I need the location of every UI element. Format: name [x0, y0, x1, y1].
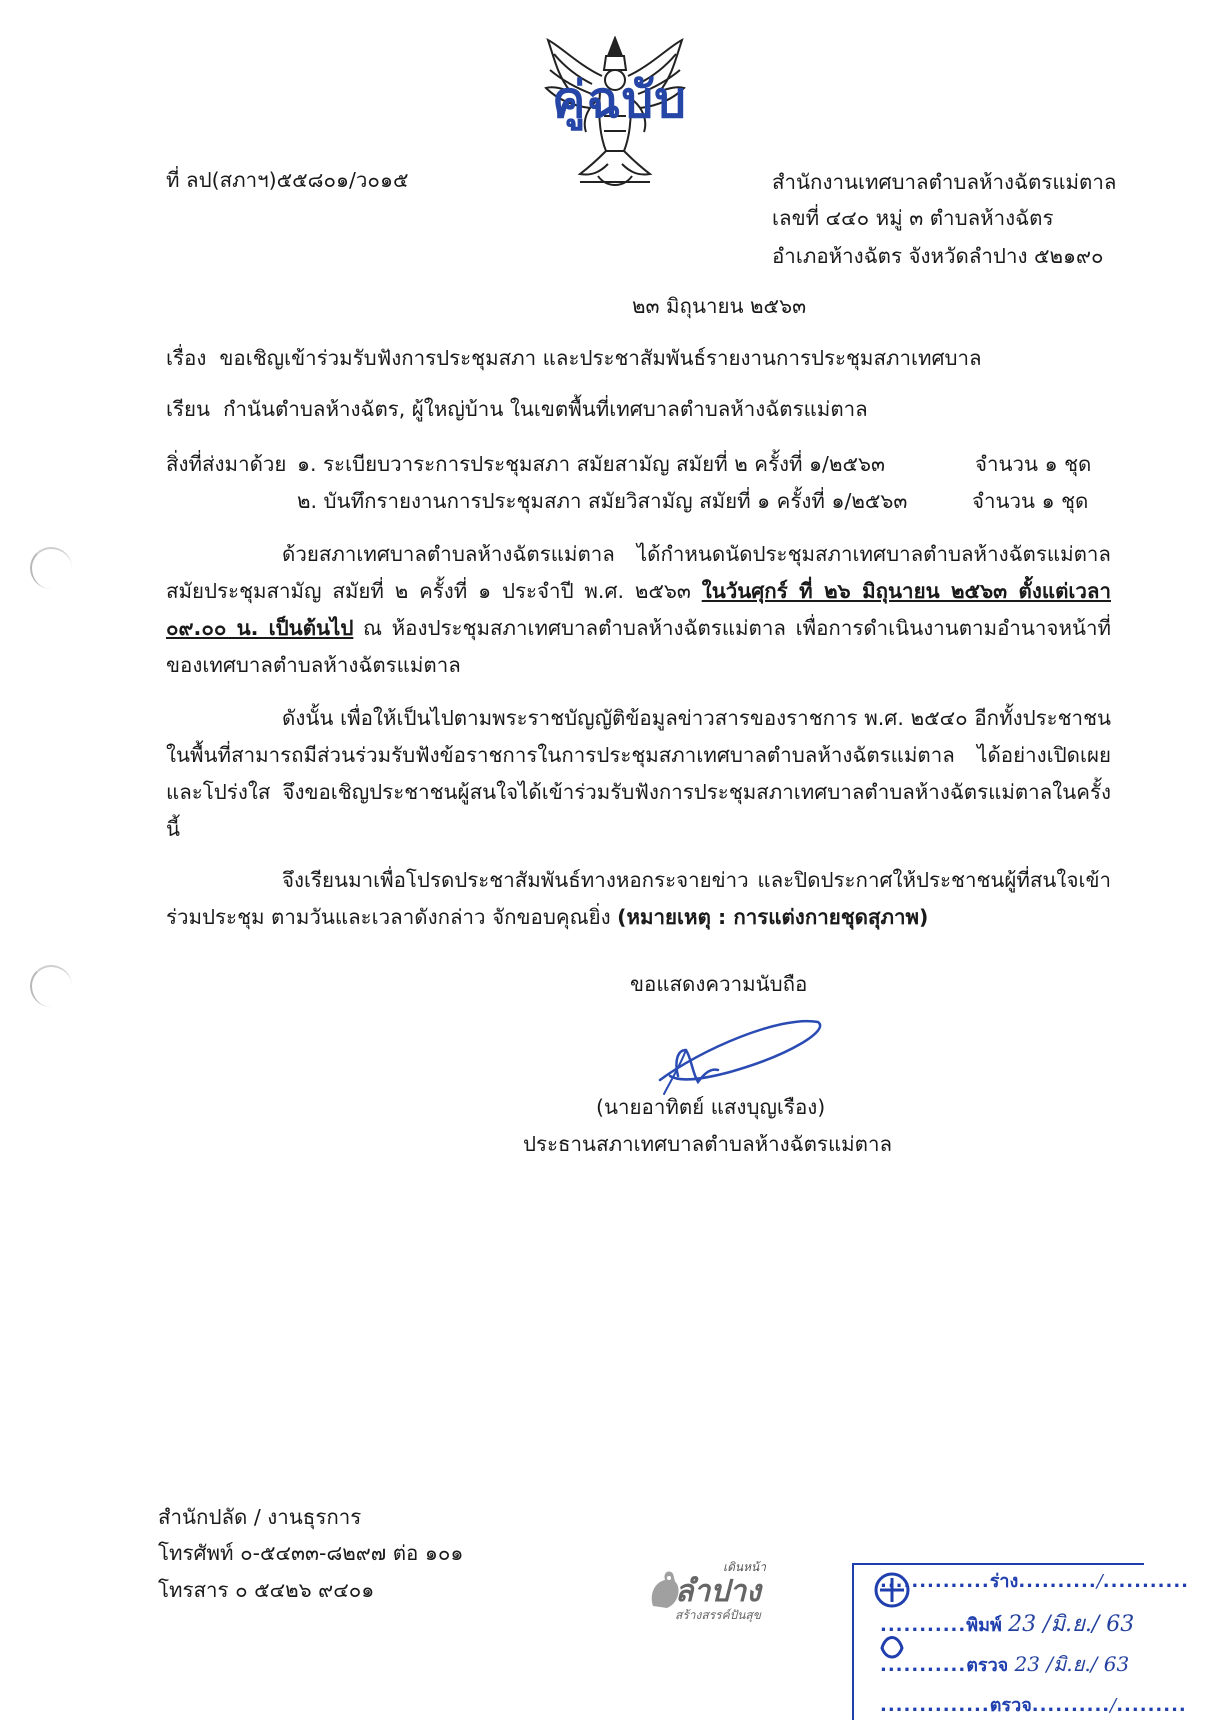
footer-department: สำนักปลัด / งานธุรการ	[158, 1505, 362, 1529]
punch-hole-top	[30, 547, 72, 589]
reference-number: ที่ ลป(สภาฯ)๕๕๘๐๑/ว๐๑๕	[166, 168, 409, 192]
footer-fax: โทรสาร ๐ ๕๔๒๖ ๙๔๐๑	[158, 1578, 375, 1602]
footer-phone: โทรศัพท์ ๐-๕๔๓๓-๘๒๙๗ ต่อ ๑๐๑	[158, 1541, 464, 1565]
p1-text-start: ด้วยสภาเทศบาลตำบลห้างฉัตรแม่ตาล ได้กำหนดนัดประชุมสภาเทศบาลตำบลห้างฉัตรแม่ตาล สมัยประชุมสามัญ สมัยที่ ๒ ครั้งที่ ๑ ประจำปี พ.ศ. ๒๕๖๓	[166, 542, 1111, 603]
logo-main-text: ลำปาง	[675, 1574, 761, 1609]
dress-code-note: (หมายเหตุ : การแต่งกายชุดสุภาพ)	[617, 905, 929, 929]
stamp-check2-label: ตรวจ	[989, 1695, 1032, 1716]
body-paragraph-1	[166, 536, 1111, 684]
body-paragraph-3	[166, 862, 1111, 936]
lampang-logo	[645, 1558, 790, 1623]
subject-text: ขอเชิญเข้าร่วมรับฟังการประชุมสภา และประชาสัมพันธ์รายงานการประชุมสภาเทศบาล	[219, 346, 982, 370]
signatory-name: (นายอาทิตย์ แสงบุญเรือง)	[596, 1095, 826, 1119]
recipient-text: กำนันตำบลห้างฉัตร, ผู้ใหญ่บ้าน ในเขตพื้นที่เทศบาลตำบลห้างฉัตรแม่ตาล	[223, 397, 868, 421]
logo-top-text: เดินหน้า	[723, 1560, 766, 1574]
body-paragraph-2: ดังนั้น เพื่อให้เป็นไปตามพระราชบัญญัติข้อมูลข่าวสารของราชการ พ.ศ. ๒๕๔๐ อีกทั้งประชาชนในพื้นที่สามารถมีส่วนร่วมรับฟังข้อราชการในการประชุมสภาเทศบาลตำบลห้างฉัตรแม่ตาล ได้อย่างเปิดเผยและโปร่งใส จึงขอเชิญประชาชนผู้สนใจได้เข้าร่วมรับฟังการประชุมสภาเทศบาลตำบลห้างฉัตรแม่ตาลในครั้งนี้	[166, 706, 1111, 841]
letter-date: ๒๓ มิถุนายน ๒๕๖๓	[632, 294, 807, 318]
logo-bottom-text: สร้างสรรค์ปันสุข	[675, 1608, 761, 1622]
stamp-draft-value: /	[1096, 1571, 1103, 1592]
stamp-print-value: 23 /มิ.ย./ 63	[1008, 1612, 1135, 1637]
subject-line	[166, 344, 982, 372]
office-address-line-1: สำนักงานเทศบาลตำบลห้างฉัตรแม่ตาล	[772, 170, 1117, 194]
punch-hole-bottom	[30, 965, 72, 1007]
p1-text-end: ณ ห้องประชุมสภาเทศบาลตำบลห้างฉัตรแม่ตาล เพื่อการดำเนินงานตามอำนาจหน้าที่ของเทศบาลตำบลห้างฉัตรแม่ตาล	[166, 616, 1111, 677]
stamp-check1-label: ตรวจ	[966, 1655, 1009, 1676]
meeting-date-time: ในวันศุกร์ ที่ ๒๖ มิถุนายน ๒๕๖๓ ตั้งแต่เวลา ๐๙.๐๐ น. เป็นต้นไป	[166, 579, 1112, 640]
stamp-row-print: ...........พิมพ์ 23 /มิ.ย./ 63	[880, 1612, 1135, 1637]
stamp-check2-value: /	[1110, 1695, 1117, 1716]
handwritten-signature	[640, 1010, 830, 1100]
stamp-print-label: พิมพ์	[966, 1615, 1002, 1636]
attachment-item-2: ๒. บันทึกรายงานการประชุมสภา สมัยวิสามัญ สมัยที่ ๑ ครั้งที่ ๑/๒๕๖๓	[297, 489, 908, 513]
attachment-qty-2: จำนวน ๑ ชุด	[972, 489, 1089, 513]
stamp-row-check-1: ...........ตรวจ 23 /มิ.ย./ 63	[880, 1652, 1130, 1676]
attachment-qty-1: จำนวน ๑ ชุด	[975, 452, 1092, 476]
stamp-row-check-2: ..............ตรวจ........../.........	[880, 1695, 1187, 1716]
p3-text: จึงเรียนมาเพื่อโปรดประชาสัมพันธ์ทางหอกระจายข่าว และปิดประกาศให้ประชาชนผู้ที่สนใจเข้าร่วมประชุม ตามวันและเวลาดังกล่าว จักขอบคุณยิ่ง	[166, 868, 1111, 929]
attachment-item-1: ๑. ระเบียบวาระการประชุมสภา สมัยสามัญ สมัยที่ ๒ ครั้งที่ ๑/๒๕๖๓	[297, 452, 885, 476]
subject-label: เรื่อง	[166, 346, 207, 370]
stamp-check1-value: 23 /มิ.ย./ 63	[1014, 1652, 1130, 1676]
recipient-line	[166, 395, 868, 423]
recipient-label: เรียน	[166, 397, 211, 421]
office-address-line-3: อำเภอห้างฉัตร จังหวัดลำปาง ๕๒๑๙๐	[772, 244, 1104, 268]
closing-regards: ขอแสดงความนับถือ	[630, 972, 808, 996]
signatory-position: ประธานสภาเทศบาลตำบลห้างฉัตรแม่ตาล	[523, 1132, 893, 1156]
stamp-draft-label: ร่าง	[989, 1571, 1019, 1592]
attachments-label: สิ่งที่ส่งมาด้วย	[166, 452, 287, 476]
copy-stamp-text: คู่ฉบับ	[552, 71, 687, 129]
stamp-row-draft: ..............ร่าง........../...........	[880, 1571, 1189, 1592]
office-address-line-2: เลขที่ ๔๔๐ หมู่ ๓ ตำบลห้างฉัตร	[772, 206, 1054, 230]
